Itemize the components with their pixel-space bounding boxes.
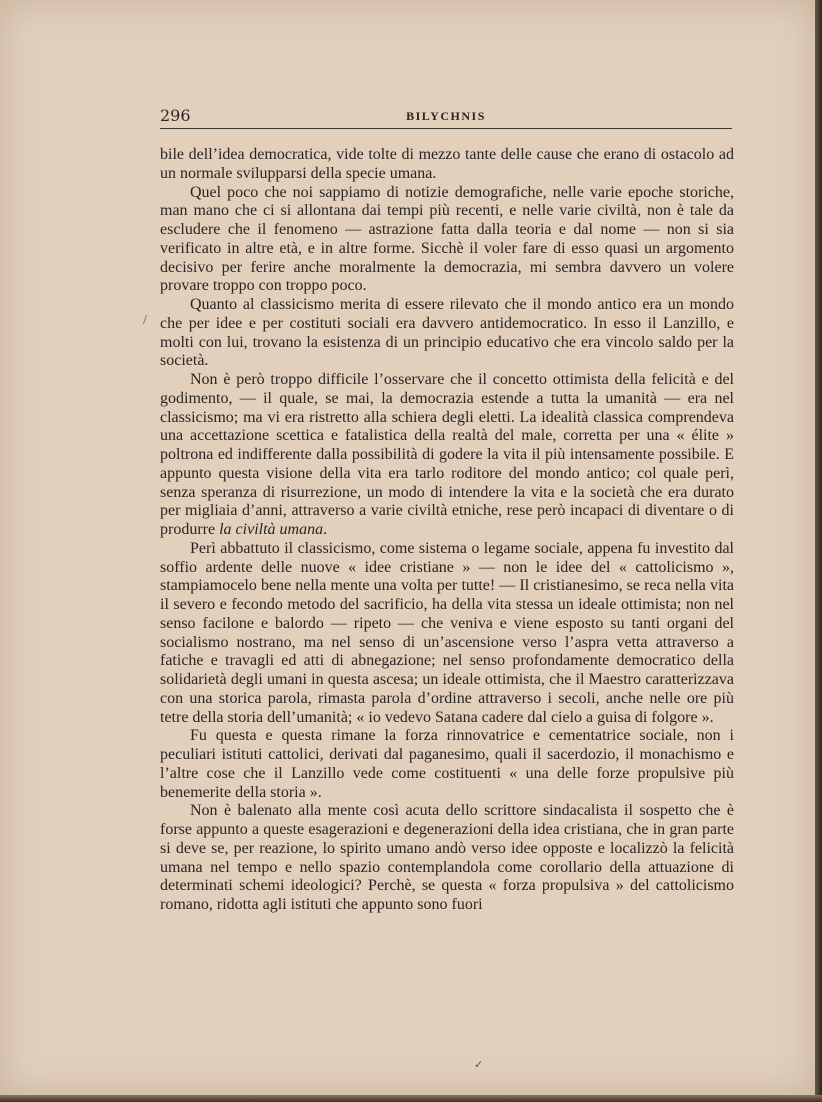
paragraph-3: Quanto al classicismo merita di essere rilevato che il mondo antico era un mondo che per idee e per costituti sociali era davvero antidemocratico. In esso il Lanzillo, e molti con lui, trovano la esistenza di un principio educativo che era vincolo saldo per la società. [160,296,734,370]
book-spine-edge [815,0,822,1102]
paragraph-1: bile dell’idea democratica, vide tolte di mezzo tante delle cause che erano di ostacolo ad un normale svilupparsi della specie umana. [160,146,734,182]
paragraph-6: Fu questa e questa rimane la forza rinnovatrice e cementatrice sociale, non i peculiari istituti cattolici, derivati dal paganesimo, quali il sacerdozio, il monachismo e l’altre cose che il Lanzillo vede come costituenti « una delle forze propulsive più benemerite della storia ». [160,727,734,801]
bottom-ink-mark: ✓ [474,1059,484,1071]
running-head: BILYCHNIS [406,109,486,123]
paragraph-5: Perì abbattuto il classicismo, come sistema o legame sociale, appena fu investito dal soffio ardente delle nuove « idee cristiane » — non le idee del « cattolicismo », stampiamocelo bene nella mente una volta per tutte! — Il cristianesimo, se reca nella vita il severo e fecondo metodo del sacrificio, ha della vita stessa un ideale ottimista; non nel senso facilone e balordo — ripeto — che veniva e viene esposto su tanti organi del socialismo nostrano, ma nel senso di un’ascensione verso l’aspra vetta attraverso a fatiche e travagli ed atti di abnegazione; nel senso profondamente democratico della solidarietà degli umani in questa ascesa; un ideale ottimista, che il Maestro caratterizzava con una storica parola, rimasta parola d’ordine attraverso i secoli, anche nelle ore più tetre della storia dell’umanità; « io vedevo Satana cadere dal cielo a guisa di folgore ». [160,539,734,726]
paragraph-7: Non è balenato alla mente così acuta dello scrittore sindacalista il sospetto che è forse appunto a queste esagerazioni e degenerazioni della idea cristiana, che in gran parte si deve se, per reazione, lo spirito umano andò verso idee opposte e localizzò la felicità umana nel tempo e nello spazio contemplandola come corollario della attuazione di determinati schemi ideologici? Perchè, se questa « forza propulsiva » del cattolicismo romano, ridotta agli istituti che appunto sono fuori [160,802,734,913]
page-bottom-edge [0,1095,822,1102]
page-number: 296 [160,106,191,125]
italic-phrase: la civiltà umana [219,521,324,538]
body-text [160,146,734,915]
page-header [160,106,732,129]
paragraph-4: Non è però troppo difficile l’osservare che il concetto ottimista della felicità e del godimento, — il quale, se mai, la democrazia estende a tutta la umanità — era nel classicismo; ma vi era ristretto alla schiera degli eletti. La idealità classica comprendeva una accettazione scettica e fatalistica della realtà del male, corretta per una « élite » poltrona ed indifferente dalla possibilità di godere la vita il più intensamente possibile. E appunto questa visione della vita era tarlo roditore del mondo antico; col quale perì, senza speranza di risurrezione, un modo di intendere la vita e la società che era durato per migliaia d’anni, attraverso a varie civiltà etniche, rese però incapaci di diventare o di produrre la civiltà umana. [160,371,734,538]
margin-pencil-mark: / [143,313,147,328]
paragraph-2: Quel poco che noi sappiamo di notizie demografiche, nelle varie epoche storiche, man mano che ci si allontana dai tempi più recenti, e nelle varie civiltà, non è tale da escludere che il fenomeno — astrazione fatta dalla teoria e dal nome — non si sia verificato in altre età, e in altre forme. Sicchè il voler fare di esso quasi un argomento decisivo per ferire anche moralmente la democrazia, mi sembra davvero un volere provare troppo con troppo poco. [160,183,734,295]
